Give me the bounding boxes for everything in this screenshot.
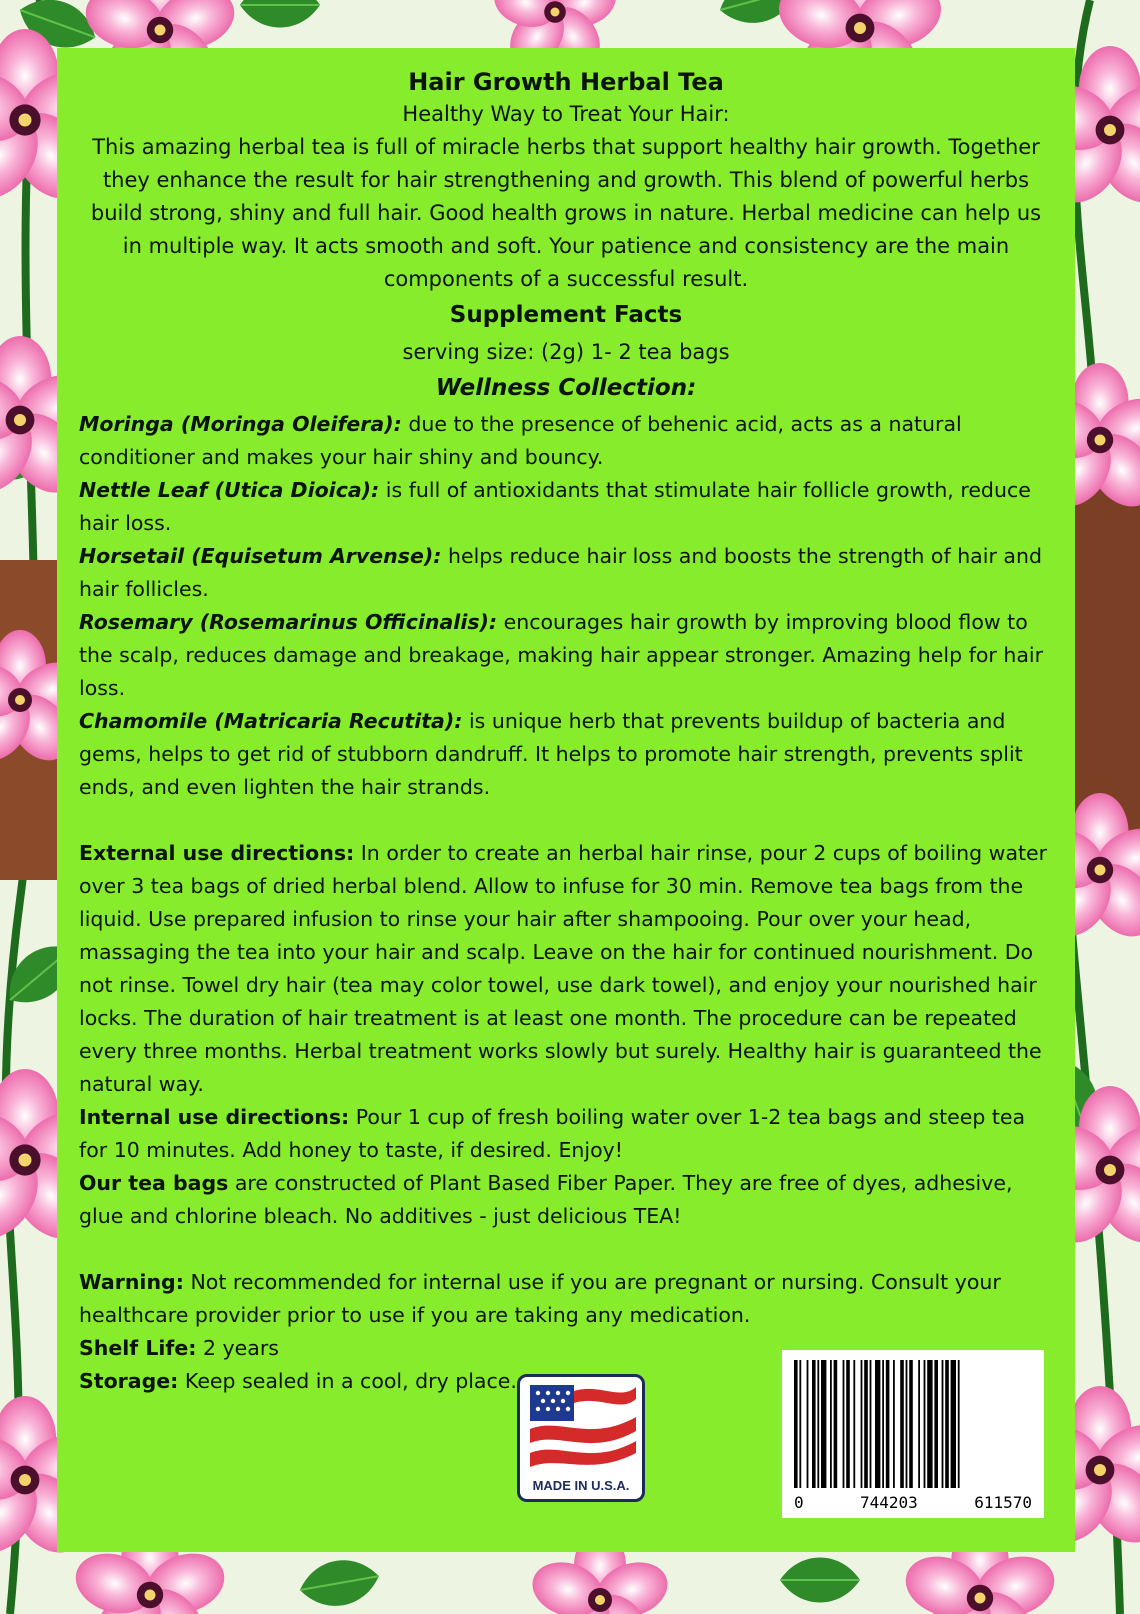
warning — [79, 1266, 1053, 1332]
herb-name: Chamomile (Matricaria Recutita): — [79, 709, 463, 733]
barcode-bar — [906, 1360, 908, 1488]
shelf-life-label: Shelf Life: — [79, 1336, 197, 1360]
barcode-bar — [861, 1360, 863, 1488]
herb-description: helps reduce hair loss and boosts the strength of hair and hair follicles. — [79, 544, 1042, 601]
barcode-bar — [864, 1360, 868, 1488]
barcode-bar — [853, 1360, 855, 1488]
barcode-bar — [886, 1360, 890, 1488]
barcode-bar — [893, 1360, 895, 1488]
barcode-digits — [782, 1493, 1044, 1512]
storage-value: Keep sealed in a cool, dry place. — [178, 1369, 517, 1393]
tea-bags-text: are constructed of Plant Based Fiber Paper. They are free of dyes, adhesive, glue and chlorine bleach. No additives - just delicious TEA! — [79, 1171, 1013, 1228]
herb-name: Horsetail (Equisetum Arvense): — [79, 544, 442, 568]
barcode-bar — [909, 1360, 913, 1488]
intro-paragraph: This amazing herbal tea is full of miracle herbs that support healthy hair growth. Together they enhance the result for hair strengthening and growth. This blend of powerful herbs build strong, shiny and full hair. Good health grows in nature. Herbal medicine can help us in multiple way. It acts smooth and soft. Your patience and consistency are the main components of a successful result. — [90, 135, 1042, 291]
barcode-bar — [821, 1360, 826, 1488]
external-text: In order to create an herbal hair rinse, pour 2 cups of boiling water over 3 tea bags of dried herbal blend. Allow to infuse for 30 min. Remove tea bags from the liquid. Use prepared infusion to rinse your hair after shampooing. Pour over your head, massaging the tea into your hair and scalp. Leave on the hair for continued nourishment. Do not rinse. Towel dry hair (tea may color towel, use dark towel), and enjoy your nourished hair locks. The duration of hair treatment is at least one month. The procedure can be repeated every three months. Herbal treatment works slowly but surely. Healthy hair is guaranteed the natural way. — [79, 841, 1048, 1096]
warning-text: Not recommended for internal use if you are pregnant or nursing. Consult your healthcare provider prior to use if you are taking any medication. — [79, 1270, 1001, 1327]
herb-name: Nettle Leaf (Utica Dioica): — [79, 478, 380, 502]
tea-bags-label: Our tea bags — [79, 1171, 229, 1195]
storage-label: Storage: — [79, 1369, 179, 1393]
spacer — [79, 1233, 1053, 1266]
barcode-bar — [799, 1360, 801, 1488]
herb-item — [79, 705, 1053, 804]
shelf-life-value: 2 years — [196, 1336, 279, 1360]
external-directions — [79, 837, 1053, 1101]
barcode-bar — [807, 1360, 809, 1488]
barcode-bar — [951, 1360, 956, 1488]
label-panel — [57, 48, 1075, 1552]
barcode-bar — [918, 1360, 920, 1488]
barcode-bars — [782, 1350, 1044, 1490]
warning-label: Warning: — [79, 1270, 184, 1294]
herb-name: Rosemary (Rosemarinus Officinalis): — [79, 610, 498, 634]
barcode-bar — [927, 1360, 932, 1488]
barcode-bar — [834, 1360, 838, 1488]
barcode-bar — [843, 1360, 845, 1488]
barcode — [782, 1350, 1044, 1518]
barcode-bar — [958, 1360, 960, 1488]
herb-item — [79, 474, 1053, 540]
barcode-bar — [830, 1360, 832, 1488]
made-in-usa-badge — [517, 1374, 645, 1502]
barcode-bar — [882, 1360, 884, 1488]
barcode-bar — [924, 1360, 926, 1488]
herb-description: is unique herb that prevents buildup of bacteria and gems, helps to get rid of stubborn dandruff. It helps to promote hair strength, prevents split ends, and even lighten the hair strands. — [79, 709, 1023, 799]
spacer — [79, 804, 1053, 837]
internal-text: Pour 1 cup of fresh boiling water over 1-2 tea bags and steep tea for 10 minutes. Add honey to taste, if desired. Enjoy! — [79, 1105, 1026, 1162]
barcode-bar — [934, 1360, 938, 1488]
barcode-bar — [945, 1360, 949, 1488]
supplement-facts-heading: Supplement Facts — [449, 302, 683, 328]
herb-item — [79, 408, 1053, 474]
collection-heading: Wellness Collection: — [435, 375, 697, 401]
internal-label: Internal use directions: — [79, 1105, 350, 1129]
serving-size: serving size: (2g) 1- 2 tea bags — [402, 340, 730, 364]
herb-description: is full of antioxidants that stimulate hair follicle growth, reduce hair loss. — [79, 478, 1031, 535]
usa-flag-icon — [520, 1377, 642, 1477]
herb-description: due to the presence of behenic acid, acts as a natural conditioner and makes your hair shiny and bouncy. — [79, 412, 962, 469]
barcode-bar — [942, 1360, 944, 1488]
tea-bags-info — [79, 1167, 1053, 1233]
herb-name: Moringa (Moringa Oleifera): — [79, 412, 402, 436]
external-label: External use directions: — [79, 841, 355, 865]
barcode-bar — [812, 1360, 816, 1488]
herb-item — [79, 606, 1053, 705]
barcode-digit-group: 0 — [794, 1493, 804, 1512]
herb-description: encourages hair growth by improving blood flow to the scalp, reduces damage and breakage, making hair appear stronger. Amazing help for hair loss. — [79, 610, 1044, 700]
barcode-bar — [900, 1360, 904, 1488]
badge-label: MADE IN U.S.A. — [532, 1478, 630, 1493]
herb-item — [79, 540, 1053, 606]
barcode-bar — [870, 1360, 872, 1488]
product-subtitle: Healthy Way to Treat Your Hair: — [402, 102, 730, 126]
barcode-bar — [875, 1360, 880, 1488]
barcode-bar — [846, 1360, 850, 1488]
barcode-bar — [817, 1360, 819, 1488]
herb-list — [79, 408, 1053, 804]
barcode-digit-group: 611570 — [974, 1493, 1032, 1512]
barcode-bar — [794, 1360, 798, 1488]
internal-directions — [79, 1101, 1053, 1167]
product-title: Hair Growth Herbal Tea — [408, 68, 724, 96]
barcode-digit-group: 744203 — [860, 1493, 918, 1512]
